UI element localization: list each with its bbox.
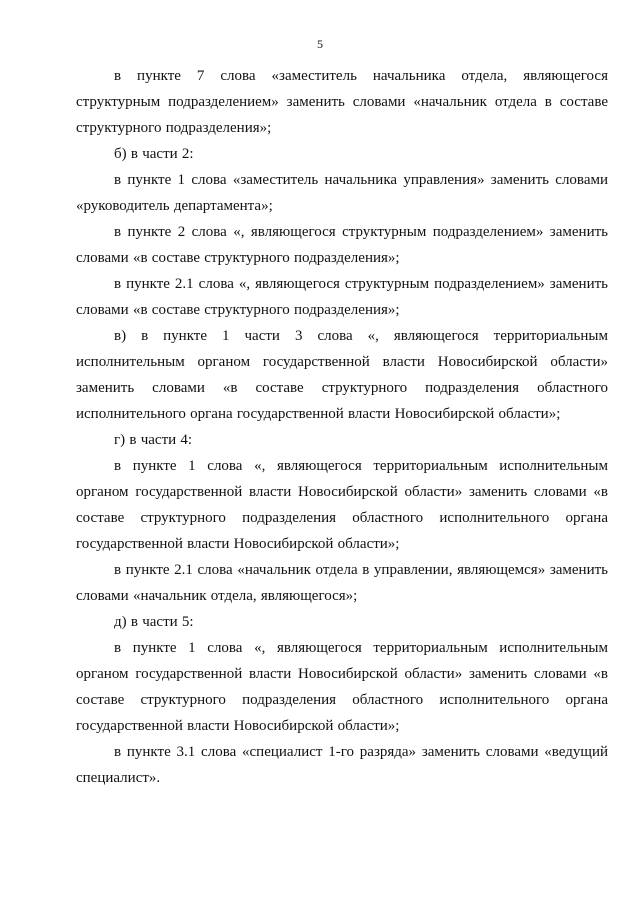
paragraph-part4-item-1: в пункте 1 слова «, являющегося территориальным исполнительным органом государственной власти Новосибирской области» заменить словами «в составе структурного подразделения областного исполнительного органа государственной власти Новосибирской области»;: [76, 458, 608, 552]
paragraph-item-2-1: в пункте 2.1 слова «, являющегося структурным подразделением» заменить словами «в составе структурного подразделения»;: [76, 276, 608, 318]
paragraph-item-7: в пункте 7 слова «заместитель начальника отдела, являющегося структурным подразделением» заменить словами «начальник отдела в составе структурного подразделения»;: [76, 68, 608, 136]
paragraph-subsection-v: в) в пункте 1 части 3 слова «, являющегося территориальным исполнительным органом государственной власти Новосибирской области» заменить словами «в составе структурного подразделения областного исполнительного органа государственной власти Новосибирской области»;: [76, 328, 608, 422]
paragraph-item-1: в пункте 1 слова «заместитель начальника управления» заменить словами «руководитель департамента»;: [76, 172, 608, 214]
paragraph-subsection-g: г) в части 4:: [114, 432, 193, 448]
page-number: 5: [317, 37, 323, 51]
paragraph-item-2: в пункте 2 слова «, являющегося структурным подразделением» заменить словами «в составе структурного подразделения»;: [76, 224, 608, 266]
paragraph-subsection-b: б) в части 2:: [114, 146, 194, 162]
paragraph-part5-item-3-1: в пункте 3.1 слова «специалист 1-го разряда» заменить словами «ведущий специалист».: [76, 744, 608, 786]
paragraph-part5-item-1: в пункте 1 слова «, являющегося территориальным исполнительным органом государственной власти Новосибирской области» заменить словами «в составе структурного подразделения областного исполнительного органа государственной власти Новосибирской области»;: [76, 640, 608, 734]
paragraph-subsection-d: д) в части 5:: [114, 614, 194, 630]
paragraph-part4-item-2-1: в пункте 2.1 слова «начальник отдела в управлении, являющемся» заменить словами «начальник отдела, являющегося»;: [76, 562, 608, 604]
document-body: [76, 63, 608, 791]
